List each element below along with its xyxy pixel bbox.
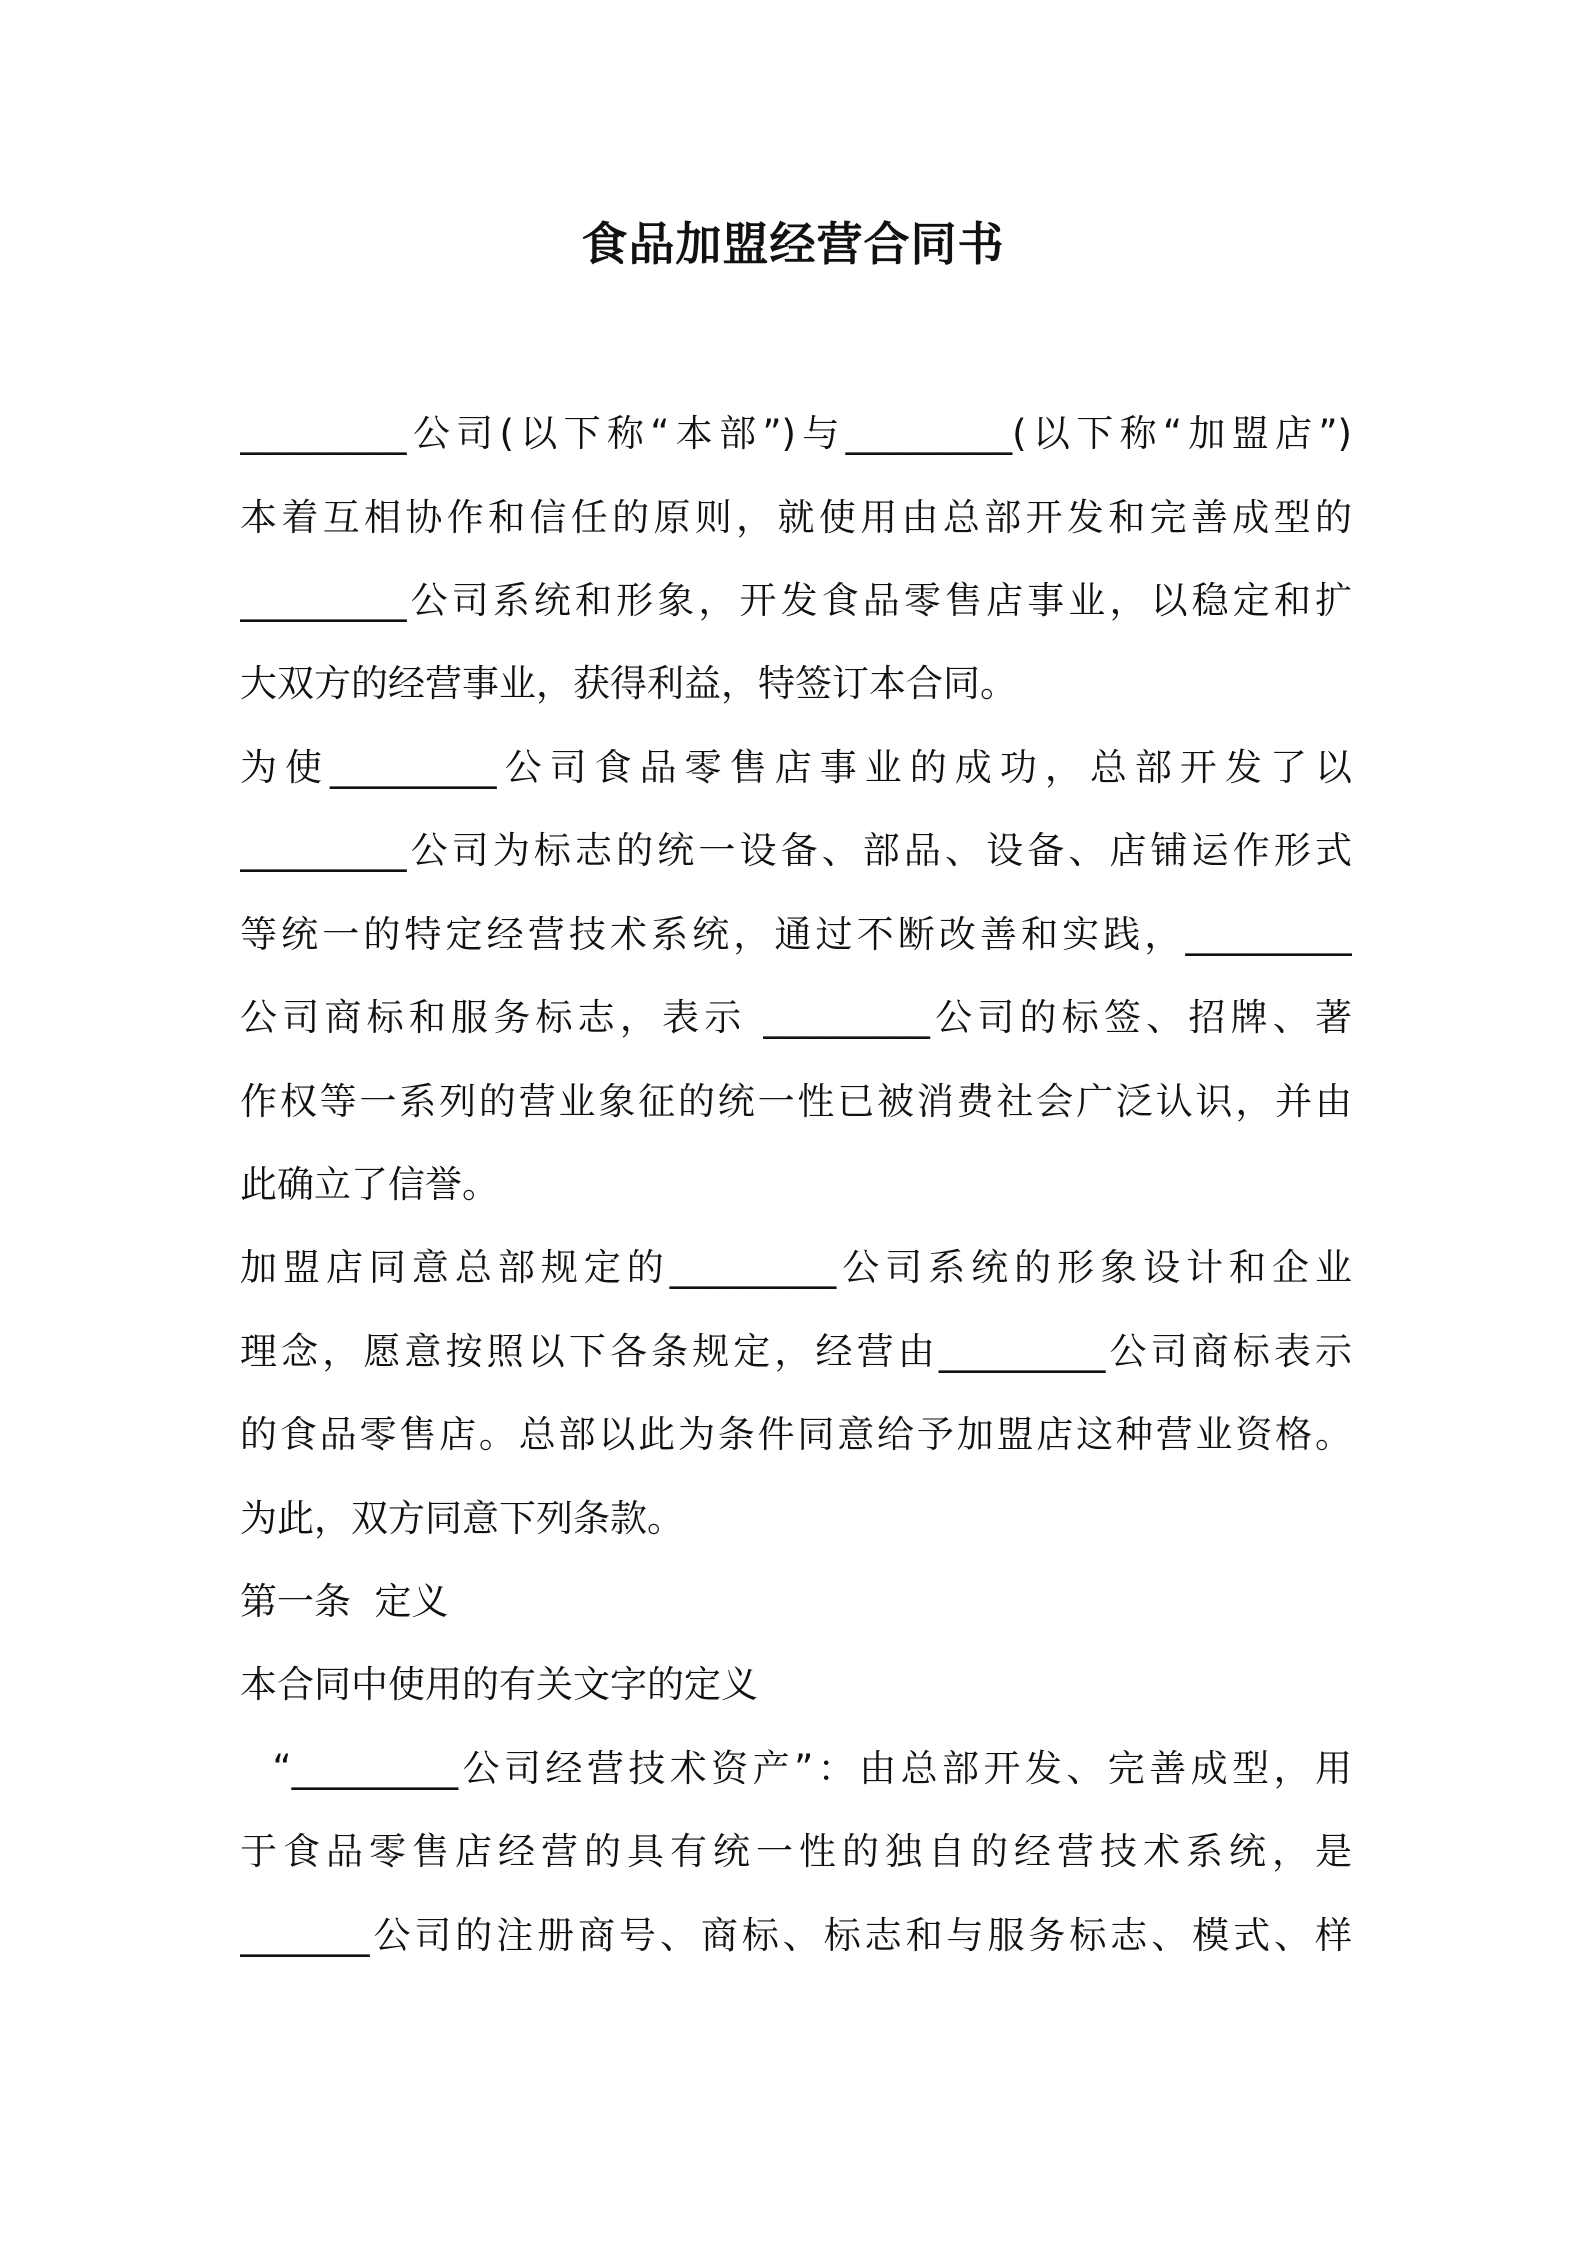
paragraph-line: 等统一的特定经营技术系统，通过不断改善和实践，_________ [240,913,1352,956]
paragraph-line: 的食品零售店。总部以此为条件同意给予加盟店这种营业资格。 [240,1413,1352,1456]
paragraph-line: _________公司(以下称“本部”)与_________(以下称“加盟店”) [240,412,1352,455]
paragraph-line: 大双方的经营事业，获得利益，特签订本合同。 [240,662,1017,705]
paragraph-line: 理念，愿意按照以下各条规定，经营由_________公司商标表示 [240,1330,1352,1373]
paragraph-line: _______公司的注册商号、商标、标志和与服务标志、模式、样 [240,1914,1352,1957]
paragraph-line: 此确立了信誉。 [240,1163,499,1206]
paragraph-line: 公司商标和服务标志，表示 _________公司的标签、招牌、著 [240,996,1352,1039]
document-title: 食品加盟经营合同书 [581,217,1005,271]
paragraph-line: 作权等一系列的营业象征的统一性已被消费社会广泛认识，并由 [240,1080,1352,1123]
paragraph-line: 本着互相协作和信任的原则，就使用由总部开发和完善成型的 [240,496,1352,539]
paragraph-line: _________公司为标志的统一设备、部品、设备、店铺运作形式 [240,829,1352,872]
paragraph-line: “_________公司经营技术资产”：由总部开发、完善成型，用 [240,1747,1352,1790]
paragraph-line: 为使_________公司食品零售店事业的成功，总部开发了以 [240,746,1352,789]
paragraph-line: 本合同中使用的有关文字的定义 [240,1663,758,1706]
paragraph-line: 于食品零售店经营的具有统一性的独自的经营技术系统，是 [240,1830,1352,1873]
paragraph-line: 为此，双方同意下列条款。 [240,1497,684,1540]
article-heading: 第一条 定义 [240,1580,449,1623]
paragraph-line: 加盟店同意总部规定的_________公司系统的形象设计和企业 [240,1246,1352,1289]
paragraph-line: _________公司系统和形象，开发食品零售店事业，以稳定和扩 [240,579,1352,622]
